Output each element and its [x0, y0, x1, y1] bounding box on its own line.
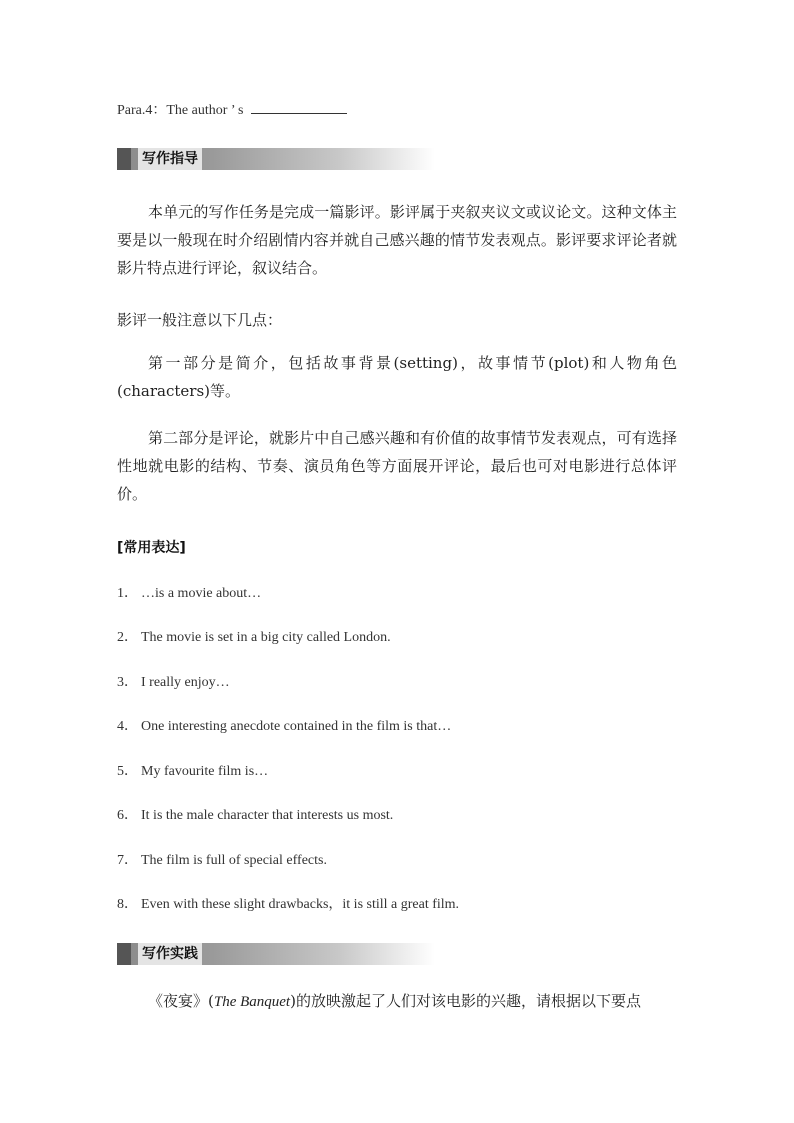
practice-prompt: 《夜宴》(The Banquet)的放映激起了人们对该电影的兴趣，请根据以下要点	[148, 992, 641, 1010]
expression-item: 7． The film is full of special effects.	[117, 853, 327, 868]
part1-paragraph: 第一部分是简介，包括故事背景(setting)，故事情节(plot)和人物角色(characters)等。	[117, 354, 677, 400]
section-title-guide: 写作指导	[138, 148, 202, 170]
expression-item: 3． I really enjoy…	[117, 675, 230, 690]
common-expressions-heading: [常用表达]	[117, 540, 186, 556]
section-header-practice	[117, 943, 435, 965]
expression-item: 8． Even with these slight drawbacks，it is still a great film.	[117, 897, 460, 912]
expression-item: 4． One interesting anecdote contained in the film is that…	[117, 719, 452, 734]
expression-item: 1． …is a movie about…	[117, 586, 262, 601]
movie-title: The Banquet	[213, 994, 291, 1010]
section-title-practice: 写作实践	[138, 943, 202, 965]
para4-line	[117, 99, 347, 119]
section-header-guide	[117, 148, 435, 170]
expression-item: 5． My favourite film is…	[117, 764, 269, 779]
expression-item: 2． The movie is set in a big city called London.	[117, 630, 391, 645]
answer-blank	[251, 101, 347, 114]
part2-paragraph: 第二部分是评论，就影片中自己感兴趣和有价值的故事情节发表观点，可有选择性地就电影的结构、节奏、演员角色等方面展开评论，最后也可对电影进行总体评价。	[117, 429, 677, 503]
notice-heading: 影评一般注意以下几点：	[117, 311, 283, 329]
expression-item: 6． It is the male character that interests us most.	[117, 808, 394, 823]
section-marker	[117, 148, 131, 170]
intro-paragraph: 本单元的写作任务是完成一篇影评。影评属于夹叙夹议文或议论文。这种文体主要是以一般现在时介绍剧情内容并就自己感兴趣的情节发表观点。影评要求评论者就影片特点进行评论，叙议结合。	[117, 203, 677, 277]
para4-label: Para.4：The author ’ s	[117, 103, 244, 118]
section-marker	[117, 943, 131, 965]
